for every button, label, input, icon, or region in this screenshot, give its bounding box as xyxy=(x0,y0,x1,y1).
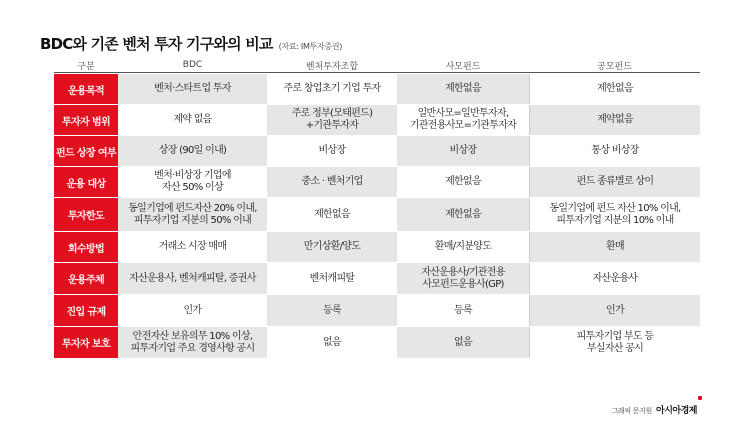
table-cell: 자산운용사 xyxy=(529,263,700,294)
row-label: 운용주체 xyxy=(54,263,118,294)
table-cell: 일반사모=일반투자자, 기관전용사모=기관투자자 xyxy=(397,105,529,135)
table-cell: 상장 (90일 이내) xyxy=(118,136,267,166)
table-cell: 없음 xyxy=(397,327,529,358)
table-cell: 제약 없음 xyxy=(118,105,267,135)
table-cell: 벤처·비상장 기업에 자산 50% 이상 xyxy=(118,167,267,197)
table-cell: 벤처·스타트업 투자 xyxy=(118,74,267,104)
table-cell: 안전자산 보유의무 10% 이상, 피투자기업 주요 경영사항 공시 xyxy=(118,327,267,358)
table-cell: 통상 비상장 xyxy=(529,136,700,166)
row-label: 펀드 상장 여부 xyxy=(54,136,118,166)
table-cell: 만기상환/양도 xyxy=(267,232,397,262)
table-cell: 비상장 xyxy=(397,136,529,166)
table-cell: 벤처캐피탈 xyxy=(267,263,397,294)
table-cell: 제한없음 xyxy=(397,198,529,231)
table-cell: 제약없음 xyxy=(529,105,700,135)
header-cell: 사모펀드 xyxy=(397,58,529,73)
comparison-table xyxy=(54,58,700,393)
brand-logo xyxy=(656,398,697,417)
row-label: 운용목적 xyxy=(54,74,118,104)
source-note: (자료: IM투자증권) xyxy=(278,42,343,51)
row-label: 운용 대상 xyxy=(54,167,118,197)
logo-text: 아시아경제 xyxy=(656,406,697,416)
table-cell: 없음 xyxy=(267,327,397,358)
table-cell: 주로 창업초기 기업 투자 xyxy=(267,74,397,104)
page-title: BDC와 기존 벤처 투자 기구와의 비교 xyxy=(40,35,273,53)
table-cell: 등록 xyxy=(397,295,529,326)
credit-line xyxy=(611,398,697,417)
logo-mark-icon xyxy=(698,396,702,400)
row-label: 투자자 범위 xyxy=(54,105,118,135)
row-label: 회수방법 xyxy=(54,232,118,262)
table-cell: 환매/지분양도 xyxy=(397,232,529,262)
graphic-credit: 그래픽 문지원 xyxy=(611,407,653,415)
table-cell: 자산운용사/기관전용 사모펀드운용사(GP) xyxy=(397,263,529,294)
table-cell: 자산운용사, 벤처캐피탈, 증권사 xyxy=(118,263,267,294)
table-cell: 거래소 시장 매매 xyxy=(118,232,267,262)
header-cell: 공모펀드 xyxy=(529,58,700,73)
table-cell: 주로 정부(모태펀드) +기관투자자 xyxy=(267,105,397,135)
title-block xyxy=(40,33,342,55)
header-cell: 벤처투자조합 xyxy=(267,58,397,73)
header-cell: BDC xyxy=(118,58,267,73)
table-cell: 펀드 종류별로 상이 xyxy=(529,167,700,197)
table-cell: 인가 xyxy=(118,295,267,326)
table-cell: 제한없음 xyxy=(267,198,397,231)
table-cell: 동일기업에 펀드 자산 10% 이내, 피투자기업 지분의 10% 이내 xyxy=(529,198,700,231)
table-cell: 인가 xyxy=(529,295,700,326)
table-cell: 환매 xyxy=(529,232,700,262)
table-cell: 제한없음 xyxy=(397,74,529,104)
table-cell: 동일기업에 펀드자산 20% 이내, 피투자기업 지분의 50% 이내 xyxy=(118,198,267,231)
table-cell: 비상장 xyxy=(267,136,397,166)
table-cell: 피투자기업 부도 등 부실자산 공시 xyxy=(529,327,700,358)
table-cell: 중소 · 벤처기업 xyxy=(267,167,397,197)
row-label: 투자자 보호 xyxy=(54,327,118,358)
table-cell: 제한없음 xyxy=(397,167,529,197)
header-cell: 구분 xyxy=(54,58,118,73)
row-label: 투자한도 xyxy=(54,198,118,231)
table-cell: 제한없음 xyxy=(529,74,700,104)
table-cell: 등록 xyxy=(267,295,397,326)
row-label: 진입 규제 xyxy=(54,295,118,326)
